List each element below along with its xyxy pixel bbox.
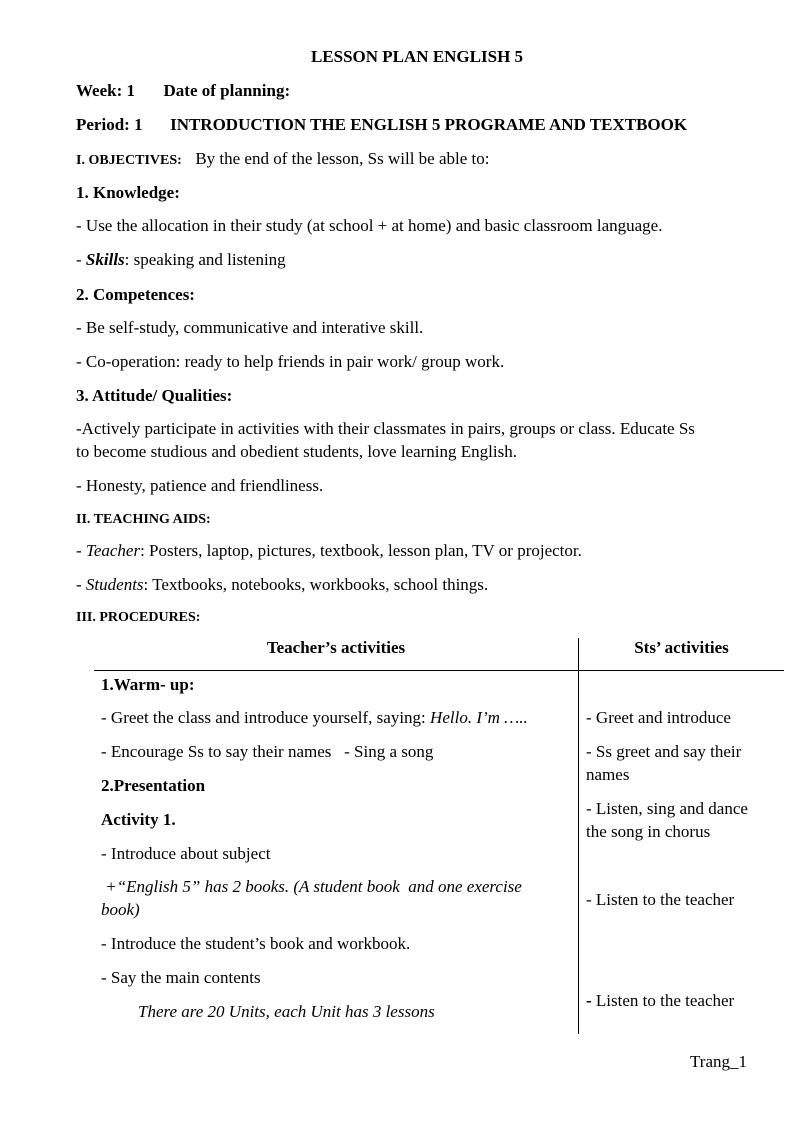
- teacher-aids-line: - Teacher: Posters, laptop, pictures, textbook, lesson plan, TV or projector.: [76, 541, 582, 560]
- students-listen-teacher-dash: -: [586, 991, 592, 1010]
- page-number: Trang_1: [690, 1052, 747, 1071]
- students-greet-line: - Greet and introduce: [586, 708, 731, 727]
- students-listen-teacher-line: - Listen to the teacher: [586, 890, 735, 909]
- activity-1-heading: Activity 1.: [101, 810, 176, 829]
- teaching-aids-heading: II. TEACHING AIDS:: [76, 512, 211, 527]
- column-header-teacher: Teacher’s activities: [266, 638, 406, 657]
- student-aids-line: - Students: Textbooks, notebooks, workbooks, school things.: [76, 575, 489, 594]
- date-of-planning-label: Date of planning:: [163, 81, 291, 100]
- warmup-heading: 1.Warm- up:: [101, 675, 195, 694]
- students-listen-teacher-text: Listen to the teacher: [591, 991, 735, 1010]
- column-header-students: Sts’ activities: [634, 638, 729, 657]
- student-aids-text: : Textbooks, notebooks, workbooks, school things.: [143, 575, 489, 594]
- teacher-main-contents-line: - Say the main contents: [101, 968, 261, 987]
- teacher-aids-label: Teacher: [85, 541, 141, 560]
- teacher-aids-text: : Posters, laptop, pictures, textbook, lesson plan, TV or projector.: [140, 541, 582, 560]
- teacher-introduce-books-line: - Introduce the student’s book and workbook.: [101, 934, 411, 953]
- document-title: LESSON PLAN ENGLISH 5: [310, 47, 524, 66]
- objectives-line: [76, 148, 489, 172]
- teacher-greet-line: [101, 706, 571, 729]
- attitude-line: to become studious and obedient students, love learning English.: [76, 442, 517, 461]
- students-listen-teacher-line: [586, 989, 776, 1012]
- students-say-names-line: - Ss greet and say their: [586, 742, 742, 761]
- knowledge-heading: 1. Knowledge:: [76, 183, 180, 202]
- teacher-greet-text: - Greet the class and introduce yourself, saying:: [101, 708, 431, 727]
- competences-heading: 2. Competences:: [76, 285, 195, 304]
- skills-line: [76, 249, 286, 271]
- week-line: [76, 80, 290, 102]
- teacher-units-line: There are 20 Units, each Unit has 3 lessons: [138, 1002, 435, 1021]
- teacher-introduce-line: - Introduce about subject: [101, 844, 271, 863]
- skills-label: Skills: [85, 250, 125, 269]
- teacher-encourage-line: - Encourage Ss to say their names - Sing a song: [101, 742, 434, 761]
- presentation-heading: 2.Presentation: [101, 776, 206, 795]
- attitude-line: -Actively participate in activities with their classmates in pairs, groups or class. Educate Ss: [76, 419, 695, 438]
- procedures-heading: III. PROCEDURES:: [76, 610, 201, 625]
- competences-item: - Be self-study, communicative and interative skill.: [76, 318, 424, 337]
- period-title: INTRODUCTION THE ENGLISH 5 PROGRAME AND TEXTBOOK: [170, 115, 688, 134]
- period-label: Period: 1: [76, 115, 143, 134]
- students-listen-sing-line: the song in chorus: [586, 822, 711, 841]
- skills-text: : speaking and listening: [124, 250, 286, 269]
- student-aids-label: Students: [85, 575, 144, 594]
- week-label: Week: 1: [76, 81, 136, 100]
- objectives-heading: I. OBJECTIVES:: [76, 153, 182, 168]
- students-listen-sing-line: - Listen, sing and dance: [586, 799, 748, 818]
- knowledge-item: - Use the allocation in their study (at school + at home) and basic classroom language.: [76, 216, 663, 235]
- skills-prefix: -: [76, 250, 86, 269]
- period-line: [76, 114, 687, 136]
- competences-item: - Co-operation: ready to help friends in pair work/ group work.: [76, 352, 505, 371]
- objectives-intro: By the end of the lesson, Ss will be able to:: [195, 149, 490, 168]
- attitude-line: - Honesty, patience and friendliness.: [76, 476, 324, 495]
- attitude-heading: 3. Attitude/ Qualities:: [76, 386, 233, 405]
- students-say-names-line: names: [586, 765, 630, 784]
- table-header-divider: [94, 670, 784, 671]
- table-column-divider: [578, 638, 579, 1034]
- teacher-books-line: +“English 5” has 2 books. (A student book and one exercise: [101, 877, 522, 896]
- teacher-books-line: book): [101, 900, 140, 919]
- teacher-greet-example: Hello. I’m …..: [430, 708, 528, 727]
